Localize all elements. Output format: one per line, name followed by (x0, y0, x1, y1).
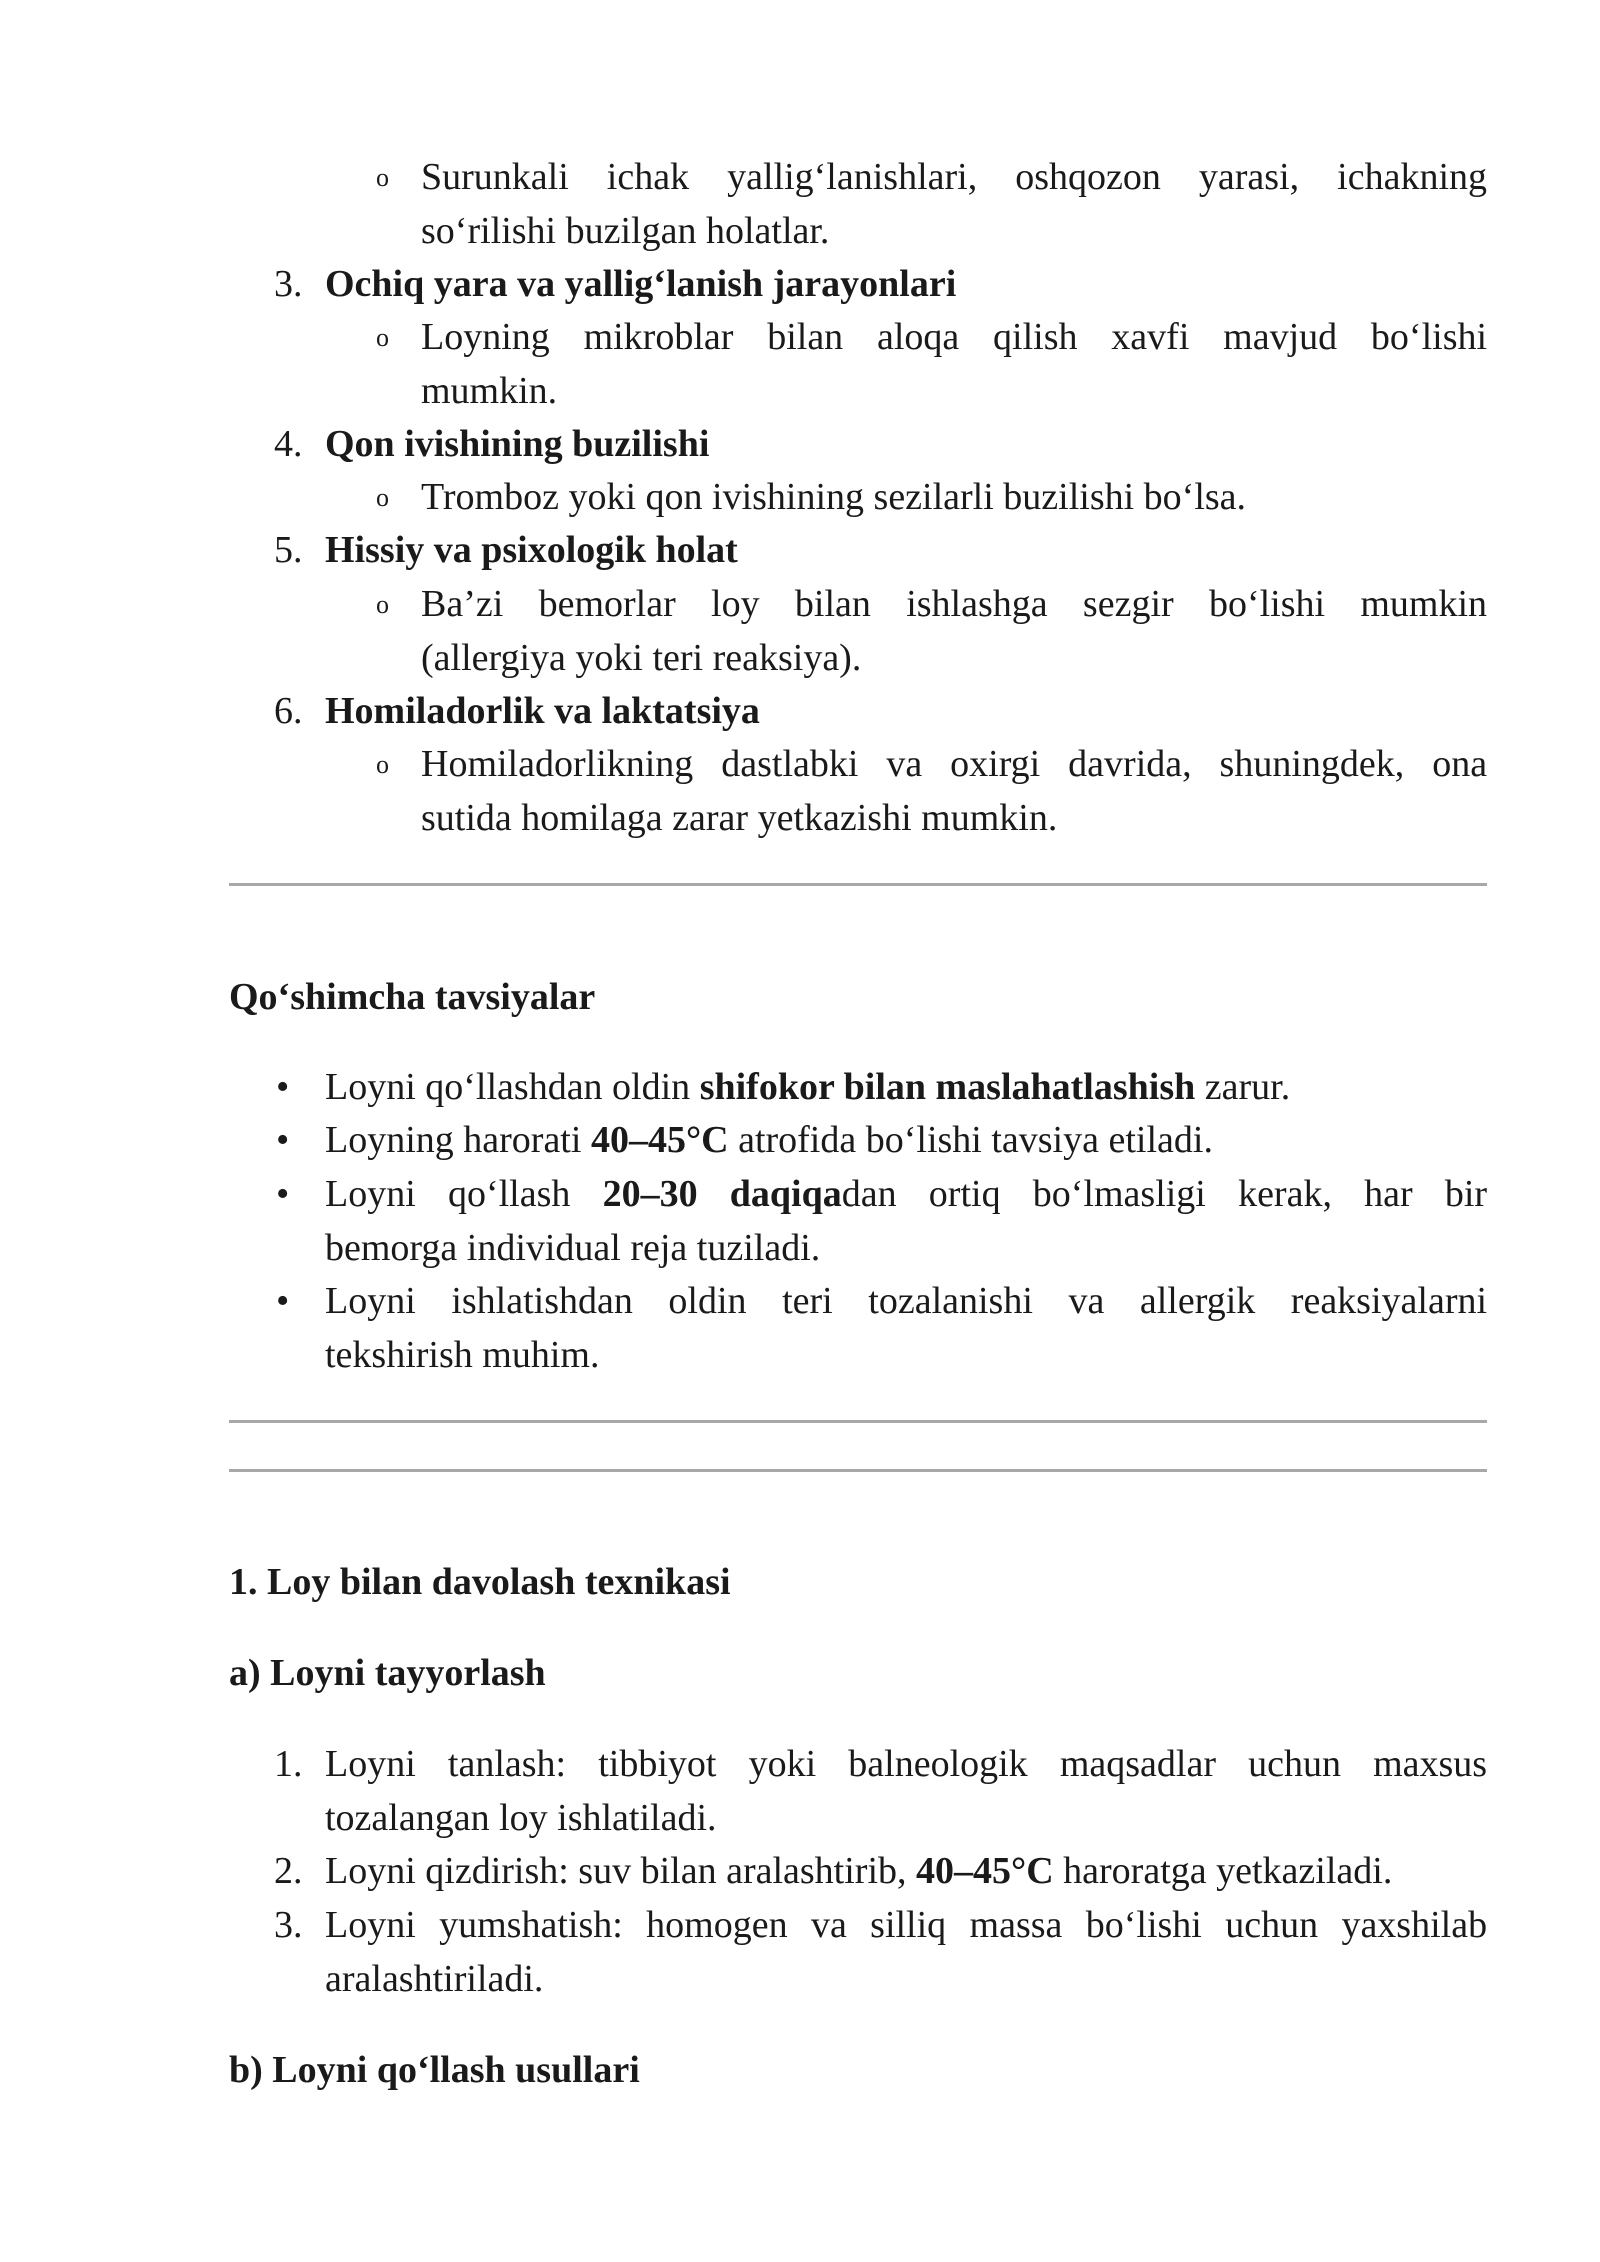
bullet-marker: • (276, 1066, 290, 1108)
text-run: atrofida bo‘lishi tavsiya etiladi. (728, 1119, 1213, 1161)
word: ortiq (928, 1173, 1001, 1215)
word: sezgir (1082, 583, 1174, 625)
bullet-text-line: bemorga individual reja tuziladi. (325, 1227, 821, 1269)
bullet-marker: • (276, 1280, 290, 1322)
word: ona (1432, 743, 1488, 785)
word: homogen (646, 1904, 788, 1946)
word: ishlatishdan (451, 1280, 633, 1322)
word: mavjud (1223, 316, 1338, 358)
word: yarasi, (1198, 156, 1300, 198)
list-item-title: Qon ivishining buzilishi (325, 423, 710, 465)
list-number: 3. (274, 1904, 303, 1946)
word: loy (711, 583, 760, 625)
word: allergik (1139, 1280, 1256, 1322)
text-run: zarur. (1195, 1066, 1291, 1108)
word: silliq (870, 1904, 947, 1946)
word: yallig‘lanishlari, (727, 156, 978, 198)
sub-bullet-text-line (421, 150, 1487, 204)
word: shuningdek, (1219, 743, 1405, 785)
sub-bullet-text-line: (allergiya yoki teri reaksiya). (421, 637, 862, 679)
sub-bullet-marker: o (376, 750, 389, 779)
text-run: Loyning harorati (325, 1119, 591, 1161)
sub-bullet-text-line (421, 577, 1487, 631)
word: yaxshilab (1341, 1904, 1488, 1946)
word: bo‘lishi (1085, 1904, 1202, 1946)
word: tozalanishi (868, 1280, 1033, 1322)
word: va (810, 1904, 847, 1946)
bold-run: 20–30 daqiqa (602, 1173, 842, 1215)
list-item-title: Hissiy va psixologik holat (325, 529, 738, 571)
list-number: 4. (274, 423, 303, 465)
word: reaksiyalarni (1290, 1280, 1488, 1322)
horizontal-rule (229, 1420, 1487, 1423)
text-run: haroratga yetkaziladi. (1053, 1850, 1393, 1892)
list-item-text-line (325, 1898, 1487, 1952)
bullet-text-line (325, 1060, 1290, 1114)
list-number: 1. (274, 1743, 303, 1785)
bullet-text-line (325, 1167, 1487, 1221)
word: bo‘lishi (1370, 316, 1488, 358)
sub-bullet-text-line (421, 737, 1487, 791)
text-run: Loyni qo‘llashdan oldin (325, 1066, 700, 1108)
bullet-text-line: tekshirish muhim. (325, 1334, 600, 1376)
sub-bullet-marker: o (376, 163, 389, 192)
word: qilish (993, 316, 1078, 358)
word: uchun (1248, 1743, 1341, 1785)
word: massa (969, 1904, 1063, 1946)
word: tanlash: (447, 1743, 567, 1785)
list-item-title: Homiladorlik va laktatsiya (325, 690, 760, 732)
word: bilan (794, 583, 871, 625)
bold-run: shifokor bilan maslahatlashish (699, 1066, 1196, 1108)
word: xavfi (1111, 316, 1190, 358)
word: kerak, (1238, 1173, 1332, 1215)
bullet-marker: • (276, 1173, 290, 1215)
word: oxirgi (950, 743, 1041, 785)
word: oshqozon (1015, 156, 1161, 198)
horizontal-rule (229, 1469, 1487, 1472)
word: maqsadlar (1059, 1743, 1216, 1785)
section-heading: 1. Loy bilan davolash texnikasi (229, 1561, 731, 1603)
sub-bullet-text-line: sutida homilaga zarar yetkazishi mumkin. (421, 797, 1058, 839)
list-item-text-line: tozalangan loy ishlatiladi. (325, 1797, 717, 1839)
list-number: 6. (274, 690, 303, 732)
word: teri (782, 1280, 833, 1322)
list-number: 3. (274, 263, 303, 305)
word: maxsus (1373, 1743, 1488, 1785)
word: qo‘llash (447, 1173, 571, 1215)
word: Loyni (325, 1280, 416, 1322)
sub-bullet-marker: o (376, 590, 389, 619)
list-item-title: Ochiq yara va yallig‘lanish jarayonlari (325, 263, 957, 305)
word: bo‘lmasligi (1032, 1173, 1206, 1215)
list-number: 2. (274, 1850, 303, 1892)
word: ishlashga (906, 583, 1048, 625)
section-heading: Qo‘shimcha tavsiyalar (229, 976, 596, 1018)
word: Loyni (325, 1173, 416, 1215)
list-item-text-line: aralashtiriladi. (325, 1958, 544, 2000)
sub-bullet-text-line: Tromboz yoki qon ivishining sezilarli buzilishi bo‘lsa. (421, 476, 1247, 518)
word: aloqa (876, 316, 960, 358)
bullet-text-line (325, 1113, 1213, 1167)
word: va (1068, 1280, 1105, 1322)
word: bo‘lishi (1208, 583, 1326, 625)
word: bir (1444, 1173, 1488, 1215)
list-item-text-line (325, 1737, 1487, 1791)
word: va (886, 743, 923, 785)
word: yoki (748, 1743, 817, 1785)
word: uchun (1225, 1904, 1319, 1946)
word: Surunkali (421, 156, 569, 198)
word: Loyni (325, 1904, 416, 1946)
word: davrida, (1068, 743, 1192, 785)
word: bilan (767, 316, 844, 358)
bold-run: 40–45°C (590, 1119, 729, 1161)
word: ichakning (1337, 156, 1488, 198)
subsection-heading: a) Loyni tayyorlash (229, 1652, 546, 1694)
list-item-text-line (325, 1844, 1392, 1898)
word: oldin (668, 1280, 747, 1322)
sub-bullet-text-line: mumkin. (421, 370, 558, 412)
bold-run: 40–45°C (916, 1850, 1054, 1892)
bullet-text-line (325, 1274, 1487, 1328)
word: dastlabki (721, 743, 859, 785)
word: tibbiyot (598, 1743, 717, 1785)
word: Homiladorlikning (421, 743, 694, 785)
sub-bullet-text-line: so‘rilishi buzilgan holatlar. (421, 210, 830, 252)
list-number: 5. (274, 529, 303, 571)
word: mumkin (1360, 583, 1488, 625)
word: mikroblar (583, 316, 734, 358)
text-run: Loyni qizdirish: suv bilan aralashtirib, (325, 1850, 917, 1892)
word: Loyning (421, 316, 550, 358)
horizontal-rule (229, 883, 1487, 886)
word: yumshatish: (439, 1904, 623, 1946)
word: dan (841, 1173, 897, 1215)
word: Loyni (325, 1743, 416, 1785)
word: ichak (606, 156, 690, 198)
sub-bullet-marker: o (376, 323, 389, 352)
subsection-heading: b) Loyni qo‘llash usullari (229, 2049, 640, 2091)
word: balneologik (848, 1743, 1028, 1785)
sub-bullet-marker: o (376, 483, 389, 512)
sub-bullet-text-line (421, 310, 1487, 364)
word: har (1364, 1173, 1413, 1215)
word: bemorlar (538, 583, 676, 625)
bullet-marker: • (276, 1119, 290, 1161)
word: Ba’zi (421, 583, 504, 625)
